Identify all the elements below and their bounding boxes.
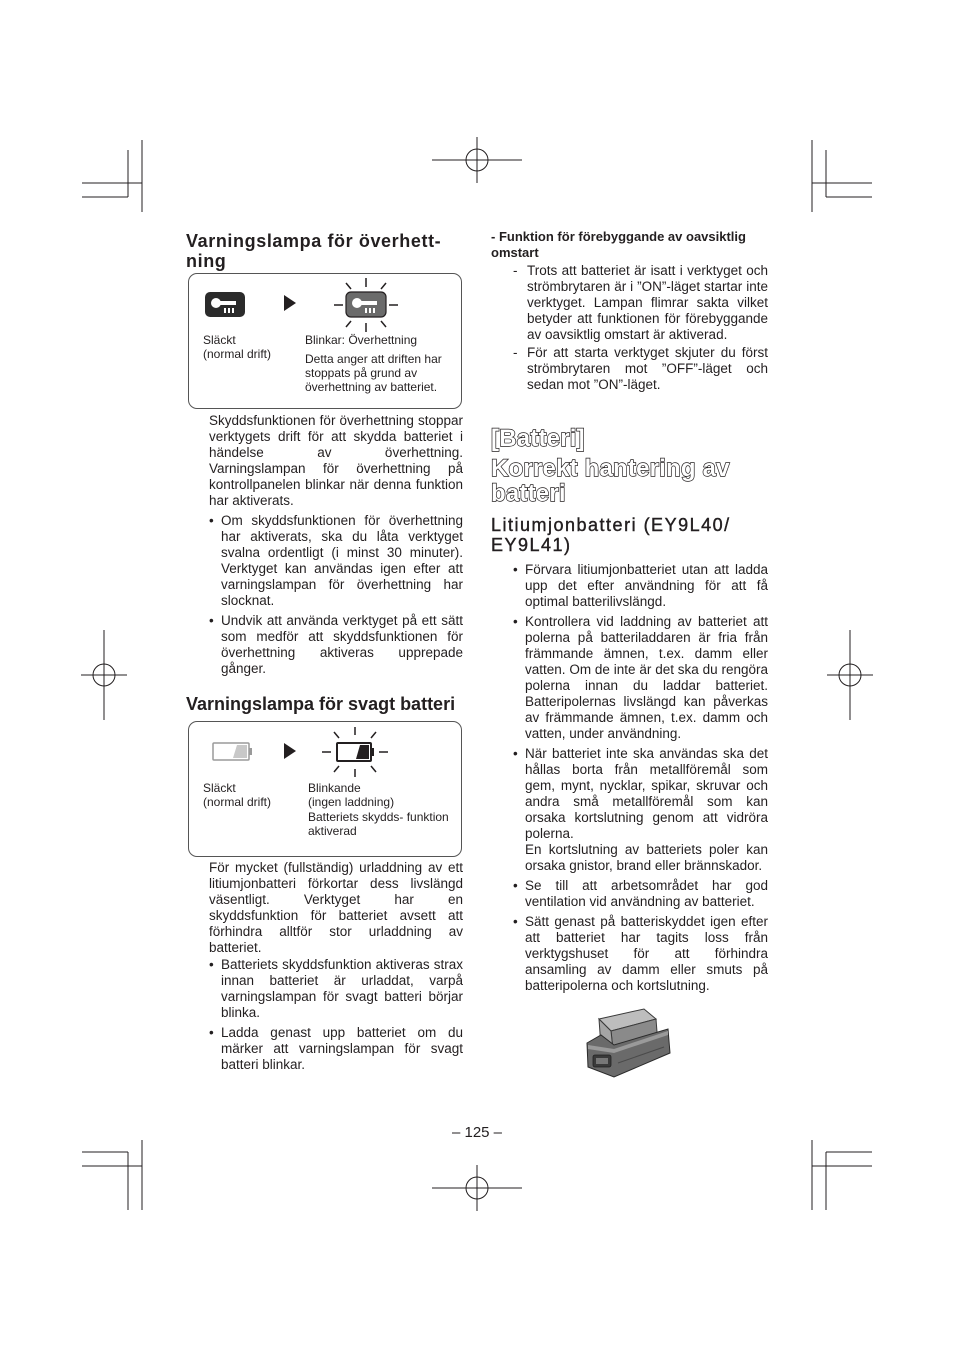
list-item-extra: En kortslutning av batteriets poler kan orsaka gnistor, brand eller brännskador.	[525, 842, 768, 873]
list-item: • Sätt genast på batteriskyddet igen efter att batteriet har tagits loss från verktygshuset för att förhindra ansamling av damm eller smuts på batteripolerna och kortslutning.	[513, 914, 768, 994]
list-item: - För att starta verktyget skjuter du först strömbrytaren mot ”OFF”-läget och sedan mot ”ON”-läget.	[513, 345, 768, 393]
list-item	[513, 746, 768, 874]
restart-list	[513, 263, 768, 395]
list-item: • Förvara litiumjonbatteriet utan att ladda upp det efter användning för att få optimal batterilivslängd.	[513, 562, 768, 610]
lowbatt-off-note: (normal drift)	[203, 795, 272, 809]
overheat-blink-label: Blinkar: Överhettning	[305, 333, 418, 347]
lowbatt-blink-note2: Batteriets skydds- funktion aktiverad	[308, 810, 449, 838]
list-item: • Kontrollera vid laddning av batteriet att polerna på batteriladdaren är fria från främmande ämnen, t.ex. damm eller vatten. Om de inte är det ska du rengöra polerna innan du laddar batteriet. Batteripolernas livslängd kan påverkas av främmande ämnen, t.ex. damm och vatten, under användning.	[513, 614, 768, 742]
restart-heading: - Funktion för förebyggande av oavsiktlig omstart	[491, 229, 746, 260]
section-subtitle: Korrekt hantering av batteri	[491, 455, 730, 507]
overheat-bullets	[209, 513, 463, 681]
battery-bullets	[513, 562, 768, 998]
arrow-right-icon	[284, 295, 296, 311]
lowbatt-blink-label: Blinkande	[308, 781, 361, 795]
section-title: [Batteri]	[491, 425, 585, 452]
battery-pack-image	[584, 1005, 674, 1081]
list-item: • Ladda genast upp batteriet om du märker att varningslampan för svagt batteri blinkar.	[209, 1025, 463, 1073]
lowbatt-indicator-box	[188, 721, 462, 857]
lowbatt-paragraph: För mycket (fullständig) urladdning av ett litiumjonbatteri förkortar dess livslängd väsentligt. Verktyget har en skyddsfunktion för batteriet avsett att förhindra alltför stor urladdning av batteriet.	[209, 860, 463, 955]
overheat-lamp-blink-icon	[334, 278, 398, 332]
lowbatt-heading: Varningslampa för svagt batteri	[186, 694, 456, 714]
battery-low-blink-icon	[322, 727, 388, 777]
list-item: • Om skyddsfunktionen för överhettning har aktiverats, ska du låta verktyget svalna ordentligt (i minst 30 minuter). Verktyget kan användas igen efter att varningslampan för överhettning har slocknat.	[209, 513, 463, 609]
overheat-indicator-box	[188, 273, 462, 409]
page-number: – 125 –	[451, 1124, 503, 1141]
overheat-paragraph: Skyddsfunktionen för överhettning stoppar verktygets drift för att skydda batteriet i händelse av överhettning. Varningslampan för överhettning på kontrollpanelen blinkar när denna funktion har aktiverats.	[209, 413, 463, 508]
list-item: • Undvik att använda verktyget på ett sätt som medför att skyddsfunktionen för överhettning aktiveras upprepade gånger.	[209, 613, 463, 677]
list-item: - Trots att batteriet är isatt i verktyget och strömbrytaren är i ”ON”-läget startar inte verktyget. Lampan flimrar sakta vilket betyder att funktionen för förebyggande av oavsiktlig omstart är aktiverad.	[513, 263, 768, 343]
lowbatt-off-label: Släckt	[203, 781, 236, 795]
overheat-off-label: Släckt	[203, 333, 236, 347]
arrow-right-icon	[284, 743, 296, 759]
list-item-text: När batteriet inte ska användas ska det hållas borta från metallföremål som gem, mynt, nycklar, spikar, skruvar och andra små metallföremål som kan orsaka kortslutning genom att vidröra polerna.	[525, 746, 768, 841]
overheat-lamp-off-icon	[204, 291, 246, 319]
list-item: • Batteriets skyddsfunktion aktiveras strax innan batteriet är urladdat, varpå varningslampan för svagt batteri börjar blinka.	[209, 957, 463, 1021]
lowbatt-blink-note1: (ingen laddning)	[308, 795, 395, 809]
overheat-heading: Varningslampa för överhett-ning	[186, 231, 442, 271]
lowbatt-bullets	[209, 957, 463, 1077]
overheat-blink-note: Detta anger att driften har stoppats på grund av överhettning av batteriet.	[305, 352, 442, 394]
overheat-off-note: (normal drift)	[203, 347, 272, 361]
list-item: • Se till att arbetsområdet har god ventilation vid användning av batteriet.	[513, 878, 768, 910]
battery-subheading: Litiumjonbatteri (EY9L40/ EY9L41)	[491, 515, 731, 555]
battery-low-off-icon	[211, 742, 253, 762]
